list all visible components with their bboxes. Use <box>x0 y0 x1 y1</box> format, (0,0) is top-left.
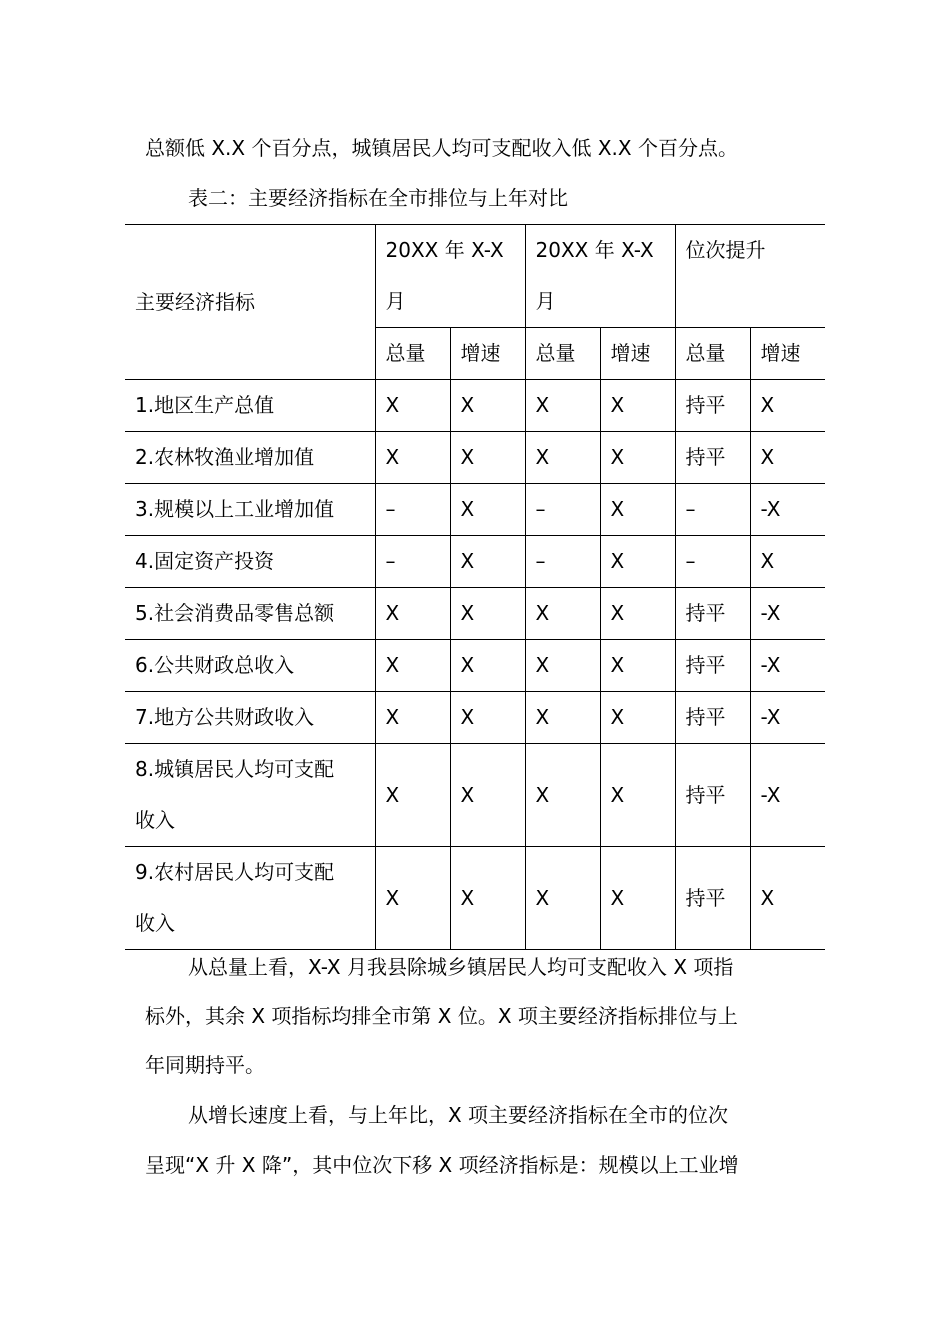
cell-rank-total: – <box>675 536 750 588</box>
cell-previous-total: X <box>525 640 600 692</box>
total-paragraph-line-1: 从总量上看，X-X 月我县除城乡镇居民人均可支配收入 X 项指 <box>188 955 734 979</box>
subheader-total: 总量 <box>675 328 750 380</box>
cell-rank-total: – <box>675 484 750 536</box>
row-indicator-name-line2: 收入 <box>135 911 175 935</box>
growth-paragraph-line-1: 从增长速度上看，与上年比，X 项主要经济指标在全市的位次 <box>188 1103 729 1127</box>
indicator-ranking-table <box>125 224 825 950</box>
subheader-growth: 增速 <box>450 328 525 380</box>
header-period-previous-line2: 月 <box>535 289 556 313</box>
total-paragraph-line-3: 年同期持平。 <box>145 1053 265 1077</box>
table-row <box>125 692 825 744</box>
row-indicator-name-line2: 收入 <box>135 808 175 832</box>
cell-previous-total: – <box>525 484 600 536</box>
cell-rank-growth: X <box>750 432 825 484</box>
cell-rank-total: 持平 <box>675 744 750 847</box>
cell-current-growth: X <box>450 380 525 432</box>
cell-previous-total: X <box>525 692 600 744</box>
cell-previous-total: X <box>525 380 600 432</box>
cell-current-growth: X <box>450 432 525 484</box>
row-indicator-name: 1.地区生产总值 <box>125 380 375 432</box>
header-period-current <box>375 225 525 328</box>
table-row <box>125 432 825 484</box>
cell-current-growth: X <box>450 536 525 588</box>
header-period-current-line1: 20XX 年 X-X <box>385 238 504 262</box>
cell-rank-growth: -X <box>750 692 825 744</box>
table-row <box>125 484 825 536</box>
header-indicator: 主要经济指标 <box>125 225 375 380</box>
cell-rank-total: 持平 <box>675 588 750 640</box>
table-row <box>125 744 825 847</box>
row-indicator-name <box>125 847 375 950</box>
cell-rank-total: 持平 <box>675 640 750 692</box>
cell-previous-growth: X <box>600 484 675 536</box>
cell-current-total: X <box>375 692 450 744</box>
table-row <box>125 640 825 692</box>
cell-rank-growth: X <box>750 380 825 432</box>
cell-previous-total: X <box>525 744 600 847</box>
cell-previous-growth: X <box>600 588 675 640</box>
cell-previous-growth: X <box>600 640 675 692</box>
cell-current-growth: X <box>450 640 525 692</box>
table-row <box>125 380 825 432</box>
table-row <box>125 588 825 640</box>
subheader-total: 总量 <box>375 328 450 380</box>
cell-current-total: X <box>375 847 450 950</box>
table-title: 表二：主要经济指标在全市排位与上年对比 <box>188 186 568 210</box>
cell-previous-total: X <box>525 432 600 484</box>
cell-current-growth: X <box>450 692 525 744</box>
cell-current-total: X <box>375 640 450 692</box>
row-indicator-name-line1: 8.城镇居民人均可支配 <box>135 757 335 781</box>
cell-previous-growth: X <box>600 380 675 432</box>
cell-previous-growth: X <box>600 536 675 588</box>
cell-previous-total: X <box>525 588 600 640</box>
cell-rank-growth: -X <box>750 640 825 692</box>
row-indicator-name: 5.社会消费品零售总额 <box>125 588 375 640</box>
cell-current-total: – <box>375 536 450 588</box>
cell-current-total: X <box>375 588 450 640</box>
header-rank-change: 位次提升 <box>675 225 825 328</box>
cell-current-growth: X <box>450 847 525 950</box>
cell-rank-total: 持平 <box>675 380 750 432</box>
cell-previous-growth: X <box>600 744 675 847</box>
row-indicator-name: 4.固定资产投资 <box>125 536 375 588</box>
cell-rank-growth: -X <box>750 588 825 640</box>
subheader-total: 总量 <box>525 328 600 380</box>
row-indicator-name-line1: 9.农村居民人均可支配 <box>135 860 335 884</box>
table-row <box>125 847 825 950</box>
subheader-growth: 增速 <box>750 328 825 380</box>
cell-previous-growth: X <box>600 432 675 484</box>
total-paragraph-line-2: 标外，其余 X 项指标均排全市第 X 位。X 项主要经济指标排位与上 <box>145 1004 738 1028</box>
cell-previous-growth: X <box>600 847 675 950</box>
cell-previous-total: X <box>525 847 600 950</box>
cell-current-growth: X <box>450 484 525 536</box>
subheader-growth: 增速 <box>600 328 675 380</box>
cell-rank-total: 持平 <box>675 847 750 950</box>
cell-current-total: X <box>375 744 450 847</box>
cell-rank-total: 持平 <box>675 692 750 744</box>
header-period-current-line2: 月 <box>385 289 406 313</box>
cell-current-total: X <box>375 380 450 432</box>
row-indicator-name: 2.农林牧渔业增加值 <box>125 432 375 484</box>
cell-current-growth: X <box>450 588 525 640</box>
row-indicator-name: 7.地方公共财政收入 <box>125 692 375 744</box>
cell-rank-growth: -X <box>750 484 825 536</box>
cell-previous-growth: X <box>600 692 675 744</box>
cell-rank-growth: X <box>750 847 825 950</box>
cell-rank-total: 持平 <box>675 432 750 484</box>
cell-previous-total: – <box>525 536 600 588</box>
cell-current-total: – <box>375 484 450 536</box>
row-indicator-name: 3.规模以上工业增加值 <box>125 484 375 536</box>
header-period-previous <box>525 225 675 328</box>
row-indicator-name: 6.公共财政总收入 <box>125 640 375 692</box>
cell-rank-growth: X <box>750 536 825 588</box>
cell-current-growth: X <box>450 744 525 847</box>
row-indicator-name <box>125 744 375 847</box>
growth-paragraph-line-2: 呈现“X 升 X 降”，其中位次下移 X 项经济指标是：规模以上工业增 <box>145 1153 739 1177</box>
cell-rank-growth: -X <box>750 744 825 847</box>
cell-current-total: X <box>375 432 450 484</box>
intro-paragraph-tail: 总额低 X.X 个百分点，城镇居民人均可支配收入低 X.X 个百分点。 <box>145 136 738 160</box>
header-period-previous-line1: 20XX 年 X-X <box>535 238 654 262</box>
table-row <box>125 536 825 588</box>
